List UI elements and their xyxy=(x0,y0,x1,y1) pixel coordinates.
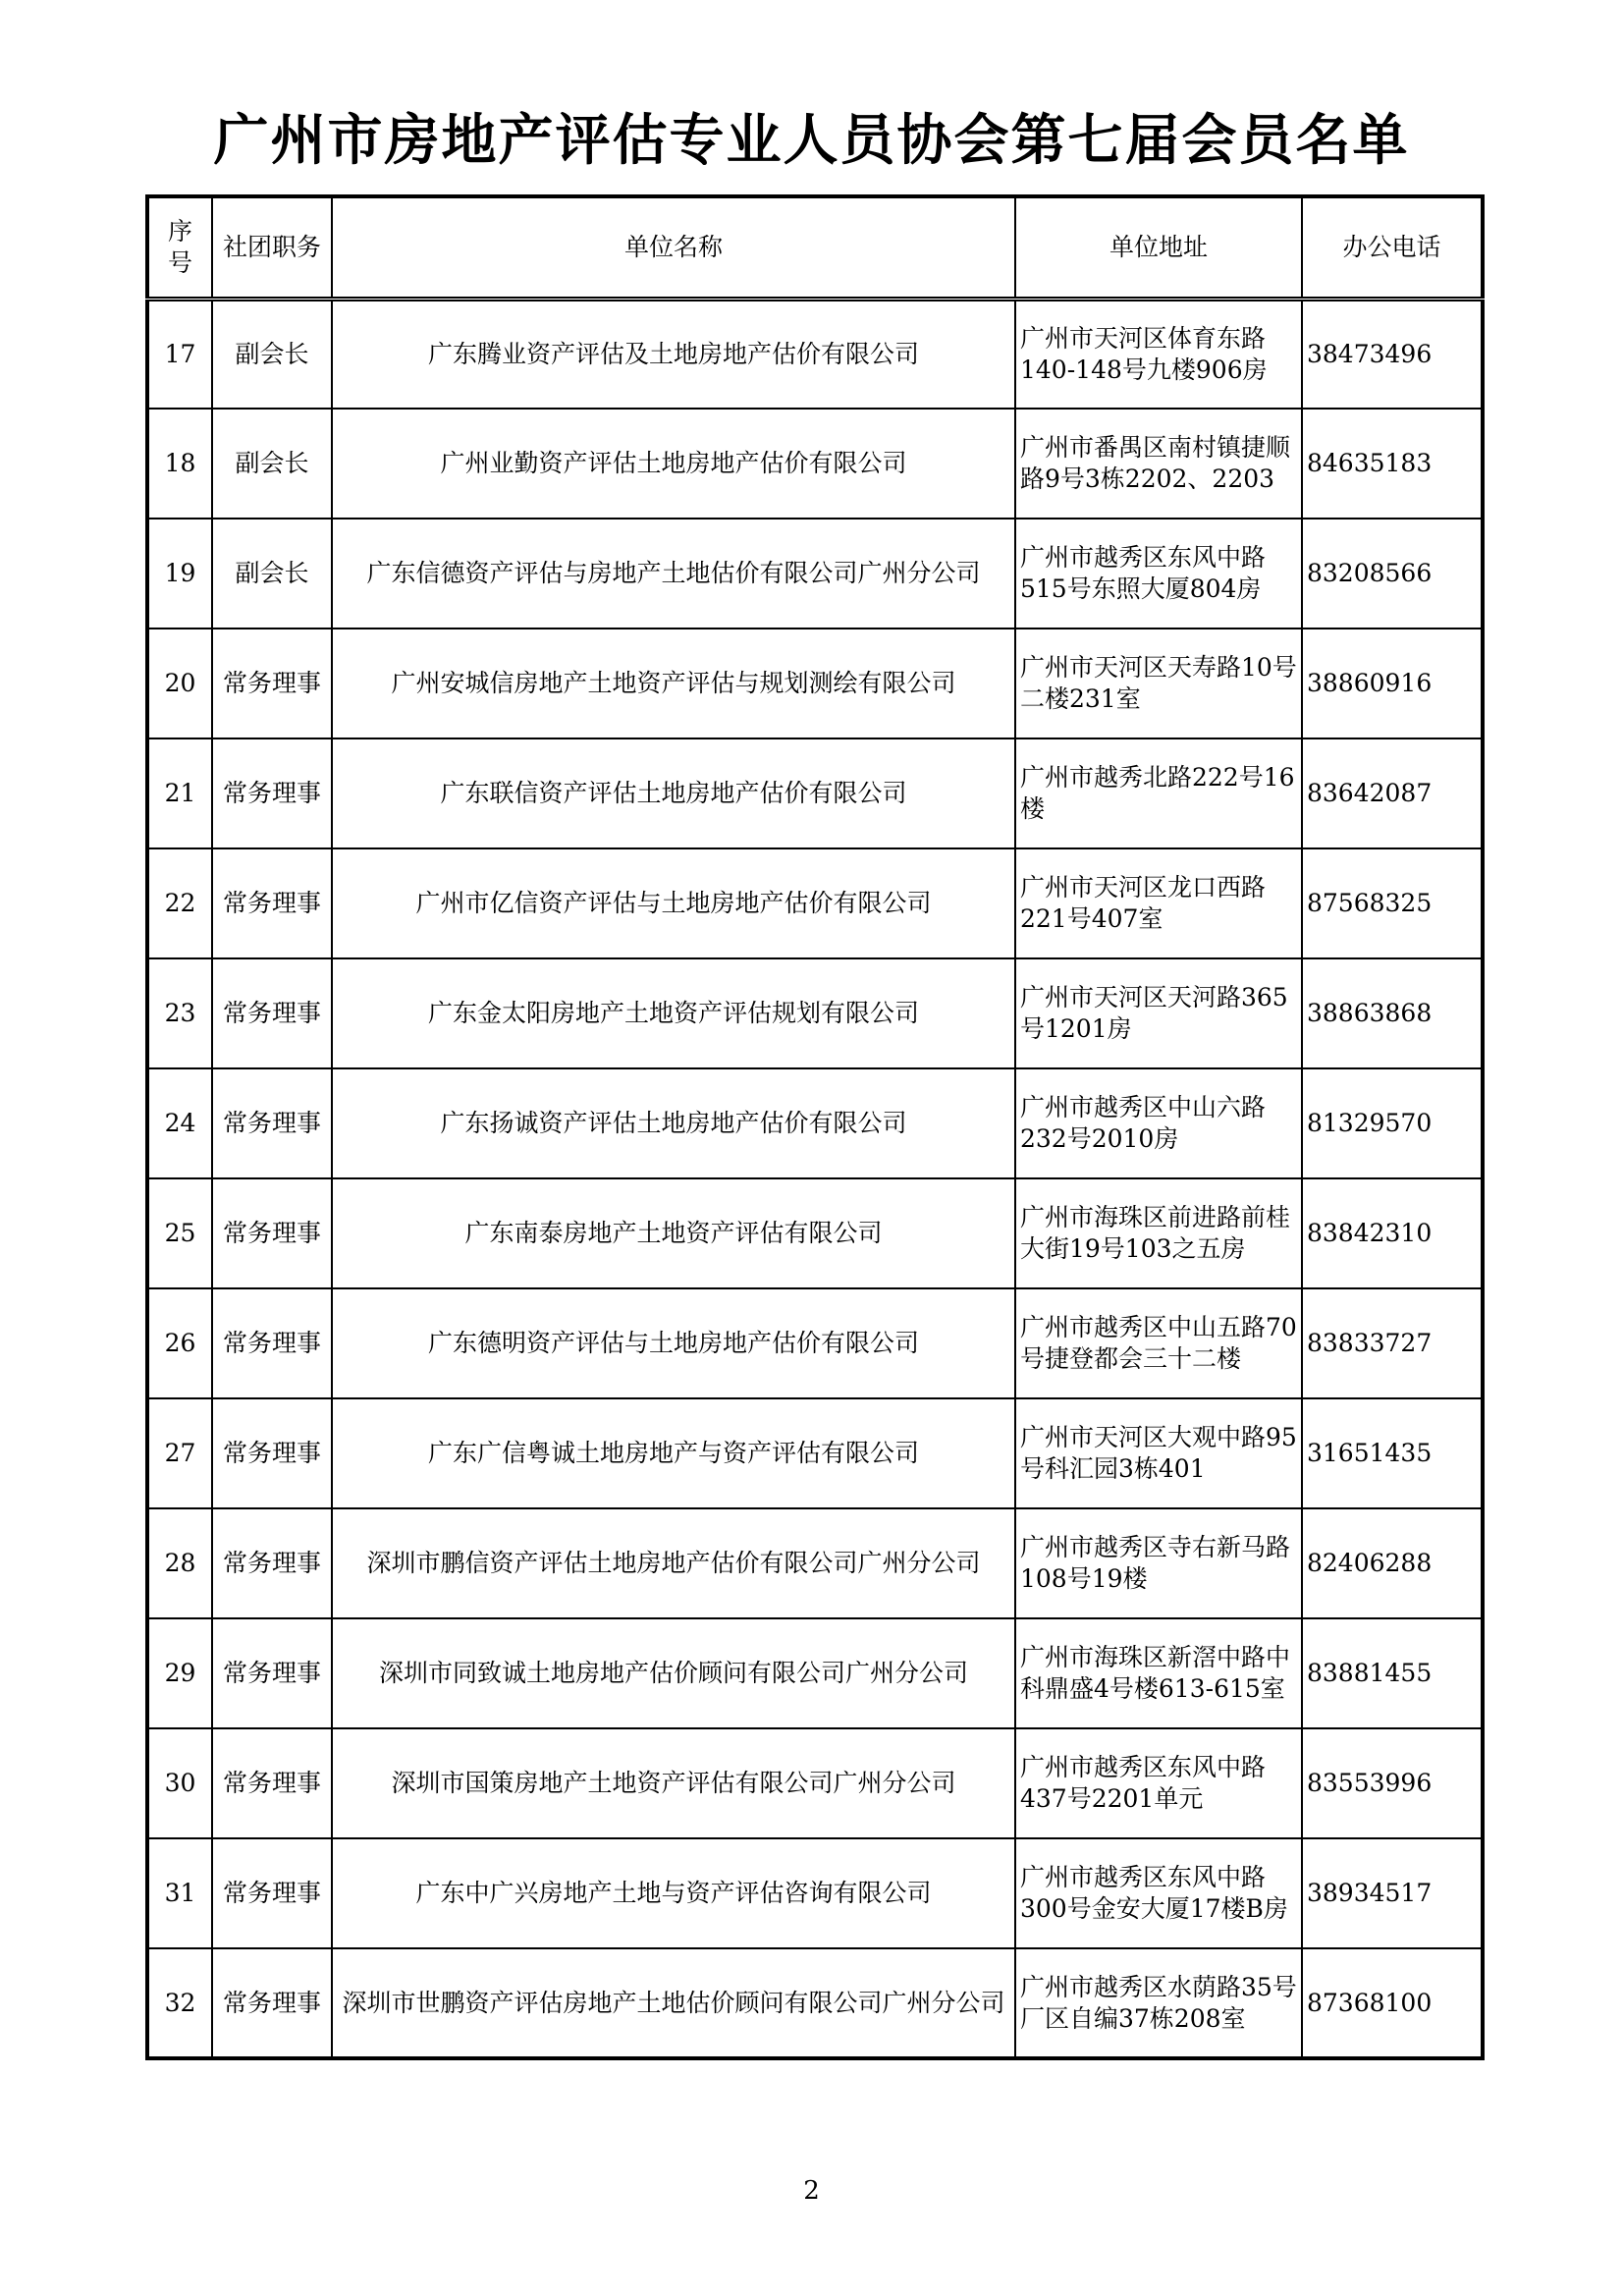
cell-company-name: 深圳市鹏信资产评估土地房地产估价有限公司广州分公司 xyxy=(332,1508,1015,1618)
table-row xyxy=(147,1728,1483,1838)
cell-role: 常务理事 xyxy=(212,738,332,848)
cell-serial-number: 26 xyxy=(147,1288,212,1398)
cell-phone: 38860916 xyxy=(1302,629,1483,738)
cell-phone: 38934517 xyxy=(1302,1838,1483,1948)
cell-phone: 87368100 xyxy=(1302,1948,1483,2058)
table-row xyxy=(147,958,1483,1068)
cell-address: 广州市天河区大观中路95号科汇园3栋401 xyxy=(1015,1398,1302,1508)
cell-role: 常务理事 xyxy=(212,1728,332,1838)
cell-serial-number: 24 xyxy=(147,1068,212,1178)
cell-phone: 82406288 xyxy=(1302,1508,1483,1618)
cell-serial-number: 21 xyxy=(147,738,212,848)
cell-address: 广州市天河区龙口西路221号407室 xyxy=(1015,848,1302,958)
cell-company-name: 深圳市同致诚土地房地产估价顾问有限公司广州分公司 xyxy=(332,1618,1015,1728)
cell-address: 广州市越秀区水荫路35号厂区自编37栋208室 xyxy=(1015,1948,1302,2058)
cell-phone: 38473496 xyxy=(1302,299,1483,409)
cell-address: 广州市天河区天河路365号1201房 xyxy=(1015,958,1302,1068)
cell-phone: 31651435 xyxy=(1302,1398,1483,1508)
cell-serial-number: 25 xyxy=(147,1178,212,1288)
cell-serial-number: 19 xyxy=(147,519,212,629)
cell-serial-number: 29 xyxy=(147,1618,212,1728)
cell-address: 广州市越秀区中山六路232号2010房 xyxy=(1015,1068,1302,1178)
cell-role: 常务理事 xyxy=(212,1618,332,1728)
cell-company-name: 广东德明资产评估与土地房地产估价有限公司 xyxy=(332,1288,1015,1398)
cell-address: 广州市番禺区南村镇捷顺路9号3栋2202、2203 xyxy=(1015,409,1302,519)
cell-company-name: 广东联信资产评估土地房地产估价有限公司 xyxy=(332,738,1015,848)
cell-company-name: 深圳市世鹏资产评估房地产土地估价顾问有限公司广州分公司 xyxy=(332,1948,1015,2058)
cell-serial-number: 30 xyxy=(147,1728,212,1838)
header-address: 单位地址 xyxy=(1015,196,1302,299)
member-table xyxy=(145,194,1485,2060)
cell-role: 常务理事 xyxy=(212,1288,332,1398)
cell-role: 副会长 xyxy=(212,519,332,629)
cell-phone: 81329570 xyxy=(1302,1068,1483,1178)
cell-role: 常务理事 xyxy=(212,1398,332,1508)
table-row xyxy=(147,519,1483,629)
table-row xyxy=(147,1068,1483,1178)
cell-phone: 83833727 xyxy=(1302,1288,1483,1398)
table-row xyxy=(147,1948,1483,2058)
cell-role: 副会长 xyxy=(212,299,332,409)
table-row xyxy=(147,299,1483,409)
table-row xyxy=(147,1618,1483,1728)
cell-role: 副会长 xyxy=(212,409,332,519)
header-serial-char-1: 序 xyxy=(167,216,192,246)
cell-serial-number: 32 xyxy=(147,1948,212,2058)
cell-company-name: 广州安城信房地产土地资产评估与规划测绘有限公司 xyxy=(332,629,1015,738)
table-header-row xyxy=(147,196,1483,299)
cell-serial-number: 28 xyxy=(147,1508,212,1618)
cell-role: 常务理事 xyxy=(212,1068,332,1178)
cell-address: 广州市越秀区东风中路437号2201单元 xyxy=(1015,1728,1302,1838)
cell-company-name: 广东南泰房地产土地资产评估有限公司 xyxy=(332,1178,1015,1288)
cell-company-name: 广东扬诚资产评估土地房地产估价有限公司 xyxy=(332,1068,1015,1178)
cell-phone: 83881455 xyxy=(1302,1618,1483,1728)
cell-company-name: 广东广信粤诚土地房地产与资产评估有限公司 xyxy=(332,1398,1015,1508)
cell-serial-number: 27 xyxy=(147,1398,212,1508)
cell-role: 常务理事 xyxy=(212,1838,332,1948)
cell-serial-number: 31 xyxy=(147,1838,212,1948)
table-row xyxy=(147,1178,1483,1288)
cell-serial-number: 20 xyxy=(147,629,212,738)
table-row xyxy=(147,1838,1483,1948)
cell-role: 常务理事 xyxy=(212,1948,332,2058)
cell-address: 广州市天河区天寿路10号二楼231室 xyxy=(1015,629,1302,738)
cell-serial-number: 18 xyxy=(147,409,212,519)
cell-company-name: 广州市亿信资产评估与土地房地产估价有限公司 xyxy=(332,848,1015,958)
cell-role: 常务理事 xyxy=(212,1178,332,1288)
table-row xyxy=(147,409,1483,519)
cell-company-name: 深圳市国策房地产土地资产评估有限公司广州分公司 xyxy=(332,1728,1015,1838)
cell-address: 广州市海珠区新滘中路中科鼎盛4号楼613-615室 xyxy=(1015,1618,1302,1728)
table-body xyxy=(147,299,1483,2058)
cell-role: 常务理事 xyxy=(212,848,332,958)
cell-address: 广州市越秀区寺右新马路108号19楼 xyxy=(1015,1508,1302,1618)
table-row xyxy=(147,738,1483,848)
cell-address: 广州市海珠区前进路前桂大街19号103之五房 xyxy=(1015,1178,1302,1288)
cell-company-name: 广东信德资产评估与房地产土地估价有限公司广州分公司 xyxy=(332,519,1015,629)
cell-serial-number: 17 xyxy=(147,299,212,409)
cell-phone: 83208566 xyxy=(1302,519,1483,629)
cell-serial-number: 23 xyxy=(147,958,212,1068)
cell-role: 常务理事 xyxy=(212,629,332,738)
cell-phone: 87568325 xyxy=(1302,848,1483,958)
header-company-name: 单位名称 xyxy=(332,196,1015,299)
cell-phone: 83553996 xyxy=(1302,1728,1483,1838)
header-role: 社团职务 xyxy=(212,196,332,299)
document-title: 广州市房地产评估专业人员协会第七届会员名单 xyxy=(213,109,1410,173)
table-row xyxy=(147,1398,1483,1508)
page-number: 2 xyxy=(803,2176,820,2206)
cell-role: 常务理事 xyxy=(212,1508,332,1618)
cell-company-name: 广州业勤资产评估土地房地产估价有限公司 xyxy=(332,409,1015,519)
cell-company-name: 广东金太阳房地产土地资产评估规划有限公司 xyxy=(332,958,1015,1068)
cell-company-name: 广东中广兴房地产土地与资产评估咨询有限公司 xyxy=(332,1838,1015,1948)
cell-phone: 84635183 xyxy=(1302,409,1483,519)
cell-phone: 83642087 xyxy=(1302,738,1483,848)
cell-address: 广州市越秀区东风中路300号金安大厦17楼B房 xyxy=(1015,1838,1302,1948)
table-row xyxy=(147,629,1483,738)
cell-address: 广州市天河区体育东路140-148号九楼906房 xyxy=(1015,299,1302,409)
table-row xyxy=(147,848,1483,958)
cell-address: 广州市越秀区东风中路515号东照大厦804房 xyxy=(1015,519,1302,629)
header-serial-char-2: 号 xyxy=(167,247,192,277)
cell-phone: 38863868 xyxy=(1302,958,1483,1068)
header-serial-number xyxy=(147,196,212,299)
table-row xyxy=(147,1508,1483,1618)
cell-role: 常务理事 xyxy=(212,958,332,1068)
cell-phone: 83842310 xyxy=(1302,1178,1483,1288)
cell-company-name: 广东腾业资产评估及土地房地产估价有限公司 xyxy=(332,299,1015,409)
cell-address: 广州市越秀北路222号16楼 xyxy=(1015,738,1302,848)
cell-address: 广州市越秀区中山五路70号捷登都会三十二楼 xyxy=(1015,1288,1302,1398)
header-phone: 办公电话 xyxy=(1302,196,1483,299)
cell-serial-number: 22 xyxy=(147,848,212,958)
table-row xyxy=(147,1288,1483,1398)
